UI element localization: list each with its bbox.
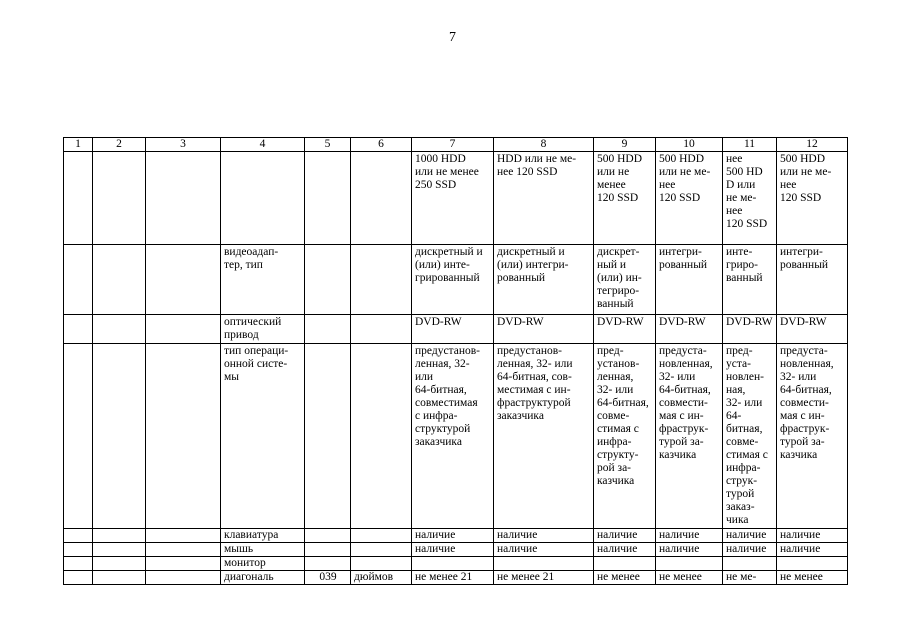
cell-text: не менее 21 — [497, 571, 555, 583]
table-cell — [351, 543, 412, 557]
page-number: 7 — [449, 30, 456, 45]
cell-text: наличие — [726, 543, 767, 555]
table-cell — [146, 529, 221, 543]
cell-text: DVD-RW — [597, 316, 644, 328]
cell-text: дюймов — [354, 571, 394, 583]
table-cell — [221, 557, 305, 571]
cell-text: инте- гриро- ванный — [726, 246, 763, 284]
cell-text: DVD-RW — [659, 316, 706, 328]
table-cell — [494, 529, 594, 543]
table-cell — [723, 543, 777, 557]
table-cell — [494, 315, 594, 344]
table-cell — [777, 245, 848, 315]
cell-text: не менее 21 — [415, 571, 473, 583]
table-cell — [146, 557, 221, 571]
cell-text: наличие — [659, 529, 700, 541]
table-cell — [656, 543, 723, 557]
header-cell: 4 — [221, 138, 305, 152]
table-cell — [723, 344, 777, 529]
cell-text: предуста- новленная, 32- или 64-битная, совмести- мая с ин- фраструк- турой за- казчика — [659, 345, 713, 461]
table-cell — [221, 529, 305, 543]
table-cell — [305, 245, 351, 315]
cell-text: наличие — [597, 529, 638, 541]
table-cell — [221, 571, 305, 585]
cell-text: интегри- рованный — [780, 246, 829, 271]
table-body — [64, 138, 848, 585]
table-cell — [594, 543, 656, 557]
cell-text: не менее — [659, 571, 702, 583]
table-cell — [221, 245, 305, 315]
cell-text: наличие — [415, 543, 456, 555]
table-cell — [305, 315, 351, 344]
table-cell — [146, 245, 221, 315]
table-cell — [594, 152, 656, 245]
table-cell — [777, 557, 848, 571]
table-cell — [351, 315, 412, 344]
header-row — [64, 138, 848, 152]
table-cell — [64, 315, 93, 344]
table-row — [64, 529, 848, 543]
table-row — [64, 152, 848, 245]
cell-text: не менее — [780, 571, 823, 583]
table-cell — [351, 557, 412, 571]
table-cell — [351, 152, 412, 245]
cell-text: DVD-RW — [497, 316, 544, 328]
header-cell: 5 — [305, 138, 351, 152]
table-cell — [656, 529, 723, 543]
cell-text: видеоадап- тер, тип — [224, 246, 279, 271]
table-cell — [723, 315, 777, 344]
cell-text: интегри- рованный — [659, 246, 708, 271]
table-cell — [64, 571, 93, 585]
table-cell — [723, 529, 777, 543]
table-cell — [412, 543, 494, 557]
cell-text: нее 500 HD D или не ме- нее 120 SSD — [726, 153, 768, 230]
table-cell — [93, 529, 146, 543]
cell-text: диагональ — [224, 571, 274, 583]
table-row — [64, 344, 848, 529]
table-cell — [64, 529, 93, 543]
table-cell — [146, 315, 221, 344]
cell-text: наличие — [726, 529, 767, 541]
header-cell: 11 — [723, 138, 777, 152]
table-cell — [64, 245, 93, 315]
table-cell — [723, 152, 777, 245]
table-row — [64, 571, 848, 585]
table-cell — [723, 571, 777, 585]
cell-text: DVD-RW — [780, 316, 827, 328]
table-cell — [93, 315, 146, 344]
table-cell — [777, 152, 848, 245]
cell-text: 1000 HDD или не менее 250 SSD — [415, 153, 479, 191]
table-cell — [221, 344, 305, 529]
header-cell: 3 — [146, 138, 221, 152]
table-cell — [146, 152, 221, 245]
cell-text: тип операци- онной систе- мы — [224, 345, 289, 383]
table-cell — [305, 344, 351, 529]
table-cell — [594, 245, 656, 315]
cell-text: HDD или не ме- нее 120 SSD — [497, 153, 577, 178]
header-cell: 7 — [412, 138, 494, 152]
table-cell — [656, 245, 723, 315]
table-cell — [777, 571, 848, 585]
cell-text: 500 HDD или не менее 120 SSD — [597, 153, 643, 204]
table-cell — [656, 344, 723, 529]
table-cell — [594, 315, 656, 344]
cell-text: оптический привод — [224, 316, 282, 341]
table-cell — [146, 571, 221, 585]
table-cell — [656, 152, 723, 245]
spec-table — [63, 137, 848, 585]
cell-text: монитор — [224, 557, 266, 569]
table-cell — [494, 152, 594, 245]
table-cell — [494, 344, 594, 529]
table-cell — [656, 557, 723, 571]
cell-text: наличие — [597, 543, 638, 555]
table-cell — [64, 344, 93, 529]
cell-text: DVD-RW — [415, 316, 462, 328]
cell-text: 039 — [319, 571, 337, 583]
table-cell — [93, 571, 146, 585]
table-cell — [305, 152, 351, 245]
table-row — [64, 315, 848, 344]
header-cell: 2 — [93, 138, 146, 152]
table-row — [64, 557, 848, 571]
table-cell — [594, 557, 656, 571]
table-cell — [351, 529, 412, 543]
table-cell — [594, 344, 656, 529]
table-cell — [412, 152, 494, 245]
table-cell — [221, 543, 305, 557]
table-cell — [64, 557, 93, 571]
cell-text: наличие — [497, 529, 538, 541]
cell-text: наличие — [780, 543, 821, 555]
cell-text: дискрет- ный и (или) ин- тегриро- ванный — [597, 246, 642, 310]
table-cell — [146, 344, 221, 529]
table-cell — [412, 571, 494, 585]
cell-text: предустанов- ленная, 32- или 64-битная, сов- местимая с ин- фраструктурой заказчика — [497, 345, 573, 422]
table-cell — [412, 529, 494, 543]
table-cell — [412, 344, 494, 529]
header-cell: 1 — [64, 138, 93, 152]
cell-text: DVD-RW — [726, 316, 773, 328]
table-cell — [777, 543, 848, 557]
table-cell — [93, 152, 146, 245]
table-cell — [305, 543, 351, 557]
table-cell — [305, 529, 351, 543]
table-cell — [412, 315, 494, 344]
table-cell — [494, 571, 594, 585]
cell-text: пред- установ- ленная, 32- или 64-битная, совме- стимая с инфра- структу- рой за- казчика — [597, 345, 649, 487]
cell-text: не менее — [597, 571, 640, 583]
table-cell — [412, 557, 494, 571]
table-cell — [412, 245, 494, 315]
cell-text: мышь — [224, 543, 254, 555]
header-cell: 12 — [777, 138, 848, 152]
table-cell — [723, 245, 777, 315]
cell-text: дискретный и (или) интегри- рованный — [497, 246, 569, 284]
table-cell — [594, 529, 656, 543]
table-cell — [93, 543, 146, 557]
table-cell — [594, 571, 656, 585]
cell-text: наличие — [659, 543, 700, 555]
table-cell — [221, 152, 305, 245]
cell-text: наличие — [780, 529, 821, 541]
table-row — [64, 245, 848, 315]
table-cell — [93, 245, 146, 315]
cell-text: предуста- новленная, 32- или 64-битная, совмести- мая с ин- фраструк- турой за- казчика — [780, 345, 834, 461]
table-cell — [351, 571, 412, 585]
table-cell — [723, 557, 777, 571]
cell-text: клавиатура — [224, 529, 279, 541]
table-cell — [221, 315, 305, 344]
table-cell — [656, 571, 723, 585]
header-cell: 6 — [351, 138, 412, 152]
table-cell — [351, 344, 412, 529]
cell-text: дискретный и (или) инте- грированный — [415, 246, 483, 284]
table-cell — [64, 543, 93, 557]
table-cell — [777, 529, 848, 543]
table-cell — [93, 557, 146, 571]
cell-text: не ме- — [726, 571, 757, 583]
table-cell — [305, 571, 351, 585]
table-cell — [305, 557, 351, 571]
cell-text: 500 HDD или не ме- нее 120 SSD — [659, 153, 711, 204]
header-cell: 8 — [494, 138, 594, 152]
table-cell — [777, 315, 848, 344]
table-cell — [494, 557, 594, 571]
header-cell: 10 — [656, 138, 723, 152]
table-cell — [656, 315, 723, 344]
table-cell — [351, 245, 412, 315]
cell-text: предустанов- ленная, 32- или 64-битная, совместимая с инфра- структурой заказчика — [415, 345, 480, 448]
cell-text: 500 HDD или не ме- нее 120 SSD — [780, 153, 832, 204]
cell-text: пред- уста- новлен- ная, 32- или 64-битная, совме- стимая с инфра- струк- турой заказ- чика — [726, 345, 768, 526]
header-cell: 9 — [594, 138, 656, 152]
table-cell — [777, 344, 848, 529]
table-cell — [494, 245, 594, 315]
cell-text: наличие — [415, 529, 456, 541]
table-row — [64, 543, 848, 557]
cell-text: наличие — [497, 543, 538, 555]
table-cell — [64, 152, 93, 245]
table-cell — [494, 543, 594, 557]
table-cell — [146, 543, 221, 557]
table-cell — [93, 344, 146, 529]
